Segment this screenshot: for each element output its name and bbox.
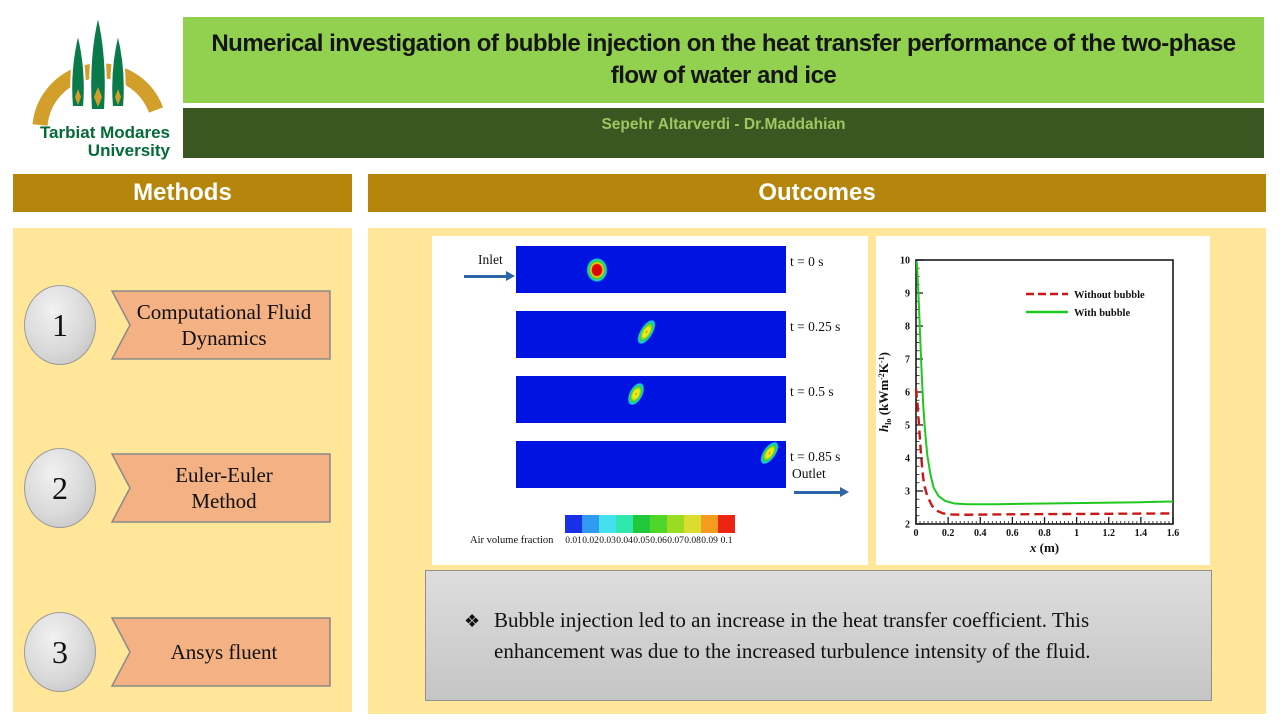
y-tick-label: 4 bbox=[905, 453, 910, 465]
method-number-badge: 1 bbox=[24, 285, 96, 365]
inlet-label: Inlet bbox=[478, 252, 503, 267]
y-tick-label: 9 bbox=[905, 288, 910, 300]
outlet-label: Outlet bbox=[792, 466, 826, 481]
inlet-arrow-icon bbox=[464, 275, 506, 278]
colorbar-tick: 0.1 bbox=[720, 536, 733, 546]
colorbar bbox=[565, 515, 735, 533]
x-tick-label: 1.6 bbox=[1166, 528, 1180, 539]
logo-text-line2: University bbox=[87, 141, 170, 160]
authors: Sepehr Altarverdi - Dr.Maddahian bbox=[601, 116, 846, 133]
conclusion-content bbox=[464, 605, 1193, 666]
university-logo bbox=[18, 6, 178, 160]
colorbar-segment bbox=[650, 515, 667, 533]
colorbar-segment bbox=[718, 515, 735, 533]
x-tick-label: 0.6 bbox=[1006, 528, 1019, 539]
colorbar-label: Air volume fraction bbox=[470, 535, 554, 546]
x-tick-label: 0.8 bbox=[1038, 528, 1051, 539]
author-band bbox=[183, 108, 1264, 158]
colorbar-segment bbox=[684, 515, 701, 533]
colorbar-tick: 0.01 bbox=[565, 536, 582, 546]
cfd-contour-figure bbox=[432, 236, 868, 565]
air-bubble bbox=[632, 313, 663, 350]
time-label: t = 0 s bbox=[790, 254, 824, 269]
colorbar-tick: 0.02 bbox=[582, 536, 599, 546]
method-label: Computational Fluid Dynamics bbox=[136, 299, 312, 350]
method-tag bbox=[94, 453, 332, 523]
method-number-badge: 2 bbox=[24, 448, 96, 528]
colorbar-segment bbox=[633, 515, 650, 533]
diamond-bullet-icon: ❖ bbox=[464, 611, 481, 632]
conclusion-text: Bubble injection led to an increase in the heat transfer coefficient. This enhancement was due to the increased turbulence intensity of the fluid. bbox=[494, 608, 1091, 663]
method-tag bbox=[94, 290, 332, 360]
x-tick-label: 0.4 bbox=[974, 528, 987, 539]
method-number-badge: 3 bbox=[24, 612, 96, 692]
legend-label: With bubble bbox=[1074, 307, 1131, 319]
method-label: Euler-Euler Method bbox=[175, 462, 273, 513]
colorbar-tick: 0.07 bbox=[667, 536, 684, 546]
time-label: t = 0.85 s bbox=[790, 449, 841, 464]
x-axis-label: x (m) bbox=[1029, 540, 1060, 555]
colorbar-segment bbox=[582, 515, 599, 533]
x-tick-label: 0 bbox=[913, 528, 919, 539]
cfd-channel-2 bbox=[516, 311, 786, 358]
colorbar-segment bbox=[667, 515, 684, 533]
title-band bbox=[183, 17, 1264, 103]
y-tick-label: 5 bbox=[905, 420, 910, 432]
x-tick-label: 1 bbox=[1074, 528, 1080, 539]
method-tag bbox=[94, 617, 332, 687]
colorbar-tick: 0.08 bbox=[684, 536, 701, 546]
y-axis-label: $h_{lo}$ $(kWm^{-2}K^{-1})$ bbox=[876, 352, 893, 432]
heat-transfer-chart bbox=[876, 236, 1210, 565]
series-line-without-bubble bbox=[916, 389, 1173, 515]
y-tick-label: 6 bbox=[905, 387, 910, 399]
logo-text-line1: Tarbiat Modares bbox=[39, 123, 170, 142]
colorbar-segment bbox=[701, 515, 718, 533]
colorbar-tick: 0.09 bbox=[701, 536, 718, 546]
x-tick-label: 1.4 bbox=[1134, 528, 1148, 539]
air-bubble bbox=[622, 377, 650, 411]
cfd-channel-3 bbox=[516, 376, 786, 423]
cfd-channel-1 bbox=[516, 246, 786, 293]
y-tick-label: 8 bbox=[905, 321, 910, 333]
methods-header: Methods bbox=[13, 174, 352, 212]
y-tick-label: 3 bbox=[905, 486, 910, 498]
y-tick-label: 7 bbox=[905, 354, 910, 366]
air-bubble bbox=[584, 255, 610, 285]
colorbar-tick: 0.04 bbox=[616, 536, 633, 546]
colorbar-segment bbox=[565, 515, 582, 533]
method-item-1 bbox=[24, 285, 346, 381]
colorbar-segment bbox=[599, 515, 616, 533]
time-label: t = 0.25 s bbox=[790, 319, 841, 334]
legend-label: Without bubble bbox=[1074, 289, 1145, 301]
colorbar-tick: 0.05 bbox=[633, 536, 650, 546]
colorbar-tick-labels bbox=[565, 536, 735, 546]
x-tick-label: 1.2 bbox=[1102, 528, 1115, 539]
method-label: Ansys fluent bbox=[170, 639, 278, 664]
colorbar-tick: 0.06 bbox=[650, 536, 667, 546]
x-tick-label: 0.2 bbox=[941, 528, 955, 539]
method-item-3 bbox=[24, 612, 346, 708]
method-item-2 bbox=[24, 448, 346, 544]
outlet-arrow-icon bbox=[794, 491, 840, 494]
conclusion-box bbox=[425, 570, 1212, 701]
cfd-channel-4 bbox=[516, 441, 786, 488]
colorbar-segment bbox=[616, 515, 633, 533]
colorbar-tick: 0.03 bbox=[599, 536, 616, 546]
time-label: t = 0.5 s bbox=[790, 384, 834, 399]
y-tick-label: 10 bbox=[900, 255, 910, 267]
methods-panel bbox=[13, 228, 352, 712]
chart-canvas bbox=[876, 236, 1210, 565]
air-bubble bbox=[754, 441, 785, 471]
outcomes-header: Outcomes bbox=[368, 174, 1266, 212]
outcomes-panel bbox=[368, 228, 1266, 714]
y-tick-label: 2 bbox=[905, 519, 910, 531]
page-title: Numerical investigation of bubble injection on the heat transfer performance of the two-phase flow of water and ice bbox=[211, 30, 1236, 89]
